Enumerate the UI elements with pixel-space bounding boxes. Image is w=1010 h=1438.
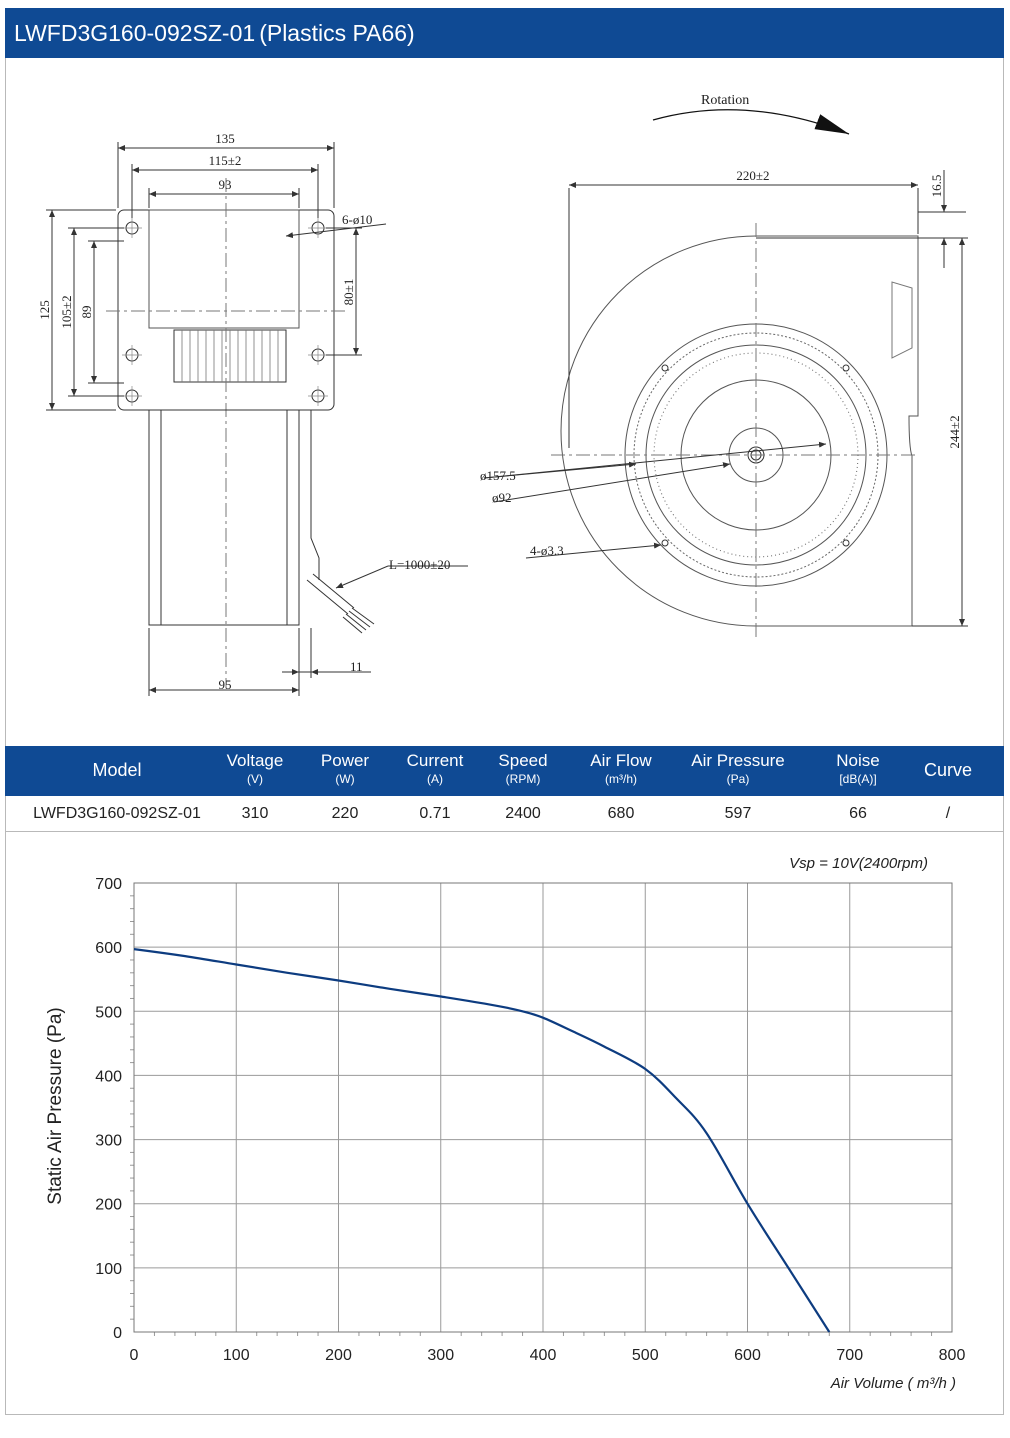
cell-air-pressure: 597 — [724, 805, 752, 822]
outlet-opening — [149, 210, 299, 328]
header-speed: Speed (RPM) — [498, 751, 548, 786]
cell-voltage: 310 — [241, 805, 269, 822]
chart-annotation: Vsp = 10V(2400rpm) — [789, 855, 928, 872]
cable-wires — [343, 608, 374, 633]
drawing-svg — [6, 58, 1003, 746]
y-tick-label: 600 — [95, 940, 122, 958]
x-tick-label: 700 — [836, 1347, 864, 1364]
chart-svg — [6, 838, 1003, 1408]
pressure-curve — [134, 949, 829, 1332]
scroll-housing — [561, 236, 918, 626]
x-tick-label: 500 — [631, 1347, 659, 1364]
housing-body — [149, 410, 299, 625]
dim-220: 220±2 — [736, 168, 770, 183]
technical-drawing — [6, 58, 1003, 746]
front-view — [46, 142, 468, 696]
header-curve: Curve — [923, 760, 972, 780]
y-tick-label: 0 — [113, 1325, 122, 1342]
cell-curve: / — [945, 805, 951, 822]
dim-11: 11 — [350, 659, 363, 674]
dim-cable: L=1000±20 — [389, 557, 451, 572]
dim-125: 125 — [37, 300, 52, 320]
x-tick-label: 400 — [529, 1347, 557, 1364]
side-view — [484, 110, 968, 638]
dim-135: 135 — [215, 131, 235, 146]
y-tick-label: 200 — [95, 1196, 122, 1214]
rotation-arrow — [653, 110, 849, 134]
dim-holes: 6-ø10 — [342, 212, 373, 227]
dim-16-5: 16.5 — [929, 174, 944, 198]
dim-95: 95 — [218, 677, 232, 692]
y-tick-label: 300 — [95, 1132, 122, 1150]
cell-air-flow: 680 — [607, 805, 635, 822]
dim-89: 89 — [79, 305, 94, 319]
x-tick-label: 0 — [129, 1347, 139, 1364]
page-title — [5, 8, 1004, 58]
header-air-pressure: Air Pressure (Pa) — [691, 751, 785, 786]
spec-header-row — [5, 746, 1004, 796]
cell-power: 220 — [331, 805, 359, 822]
header-current: Current (A) — [406, 751, 464, 786]
dim-115: 115±2 — [208, 153, 242, 168]
header-voltage: Voltage (V) — [226, 751, 284, 786]
rotation-label: Rotation — [701, 93, 750, 108]
performance-chart — [6, 838, 1003, 1408]
y-tick-label: 400 — [95, 1068, 122, 1086]
x-tick-label: 800 — [938, 1347, 966, 1364]
x-tick-label: 100 — [222, 1347, 250, 1364]
x-tick-label: 600 — [734, 1347, 761, 1364]
x-tick-label: 200 — [325, 1347, 352, 1364]
dim-4holes: 4-ø3.3 — [530, 543, 564, 558]
dim-92: ø92 — [492, 490, 512, 505]
header-air-flow: Air Flow (m³/h) — [590, 751, 652, 786]
dim-157: ø157.5 — [480, 468, 516, 483]
y-tick-label: 500 — [95, 1004, 122, 1022]
header-power: Power (W) — [320, 751, 370, 786]
y-axis-label: Static Air Pressure (Pa) — [45, 1007, 66, 1205]
cell-noise: 66 — [849, 805, 867, 822]
material-title: (Plastics PA66) — [259, 20, 415, 46]
spec-table — [5, 746, 1004, 832]
x-tick-label: 300 — [427, 1347, 455, 1364]
dim-80: 80±1 — [341, 278, 356, 306]
dim-93: 93 — [218, 177, 232, 192]
mounting-holes — [126, 222, 324, 402]
cell-current: 0.71 — [419, 805, 451, 822]
spec-data-row — [5, 796, 1004, 832]
y-tick-label: 100 — [95, 1260, 122, 1278]
y-tick-label: 700 — [95, 876, 122, 893]
x-axis-label: Air Volume ( m³/h ) — [830, 1375, 956, 1392]
model-title: LWFD3G160-092SZ-01 — [14, 20, 256, 46]
header-model: Model — [92, 760, 142, 780]
header-noise: Noise [dB(A)] — [836, 751, 880, 786]
cell-model: LWFD3G160-092SZ-01 — [33, 805, 201, 822]
dim-244: 244±2 — [947, 415, 962, 449]
cell-speed: 2400 — [505, 805, 541, 822]
dim-105: 105±2 — [59, 295, 74, 329]
